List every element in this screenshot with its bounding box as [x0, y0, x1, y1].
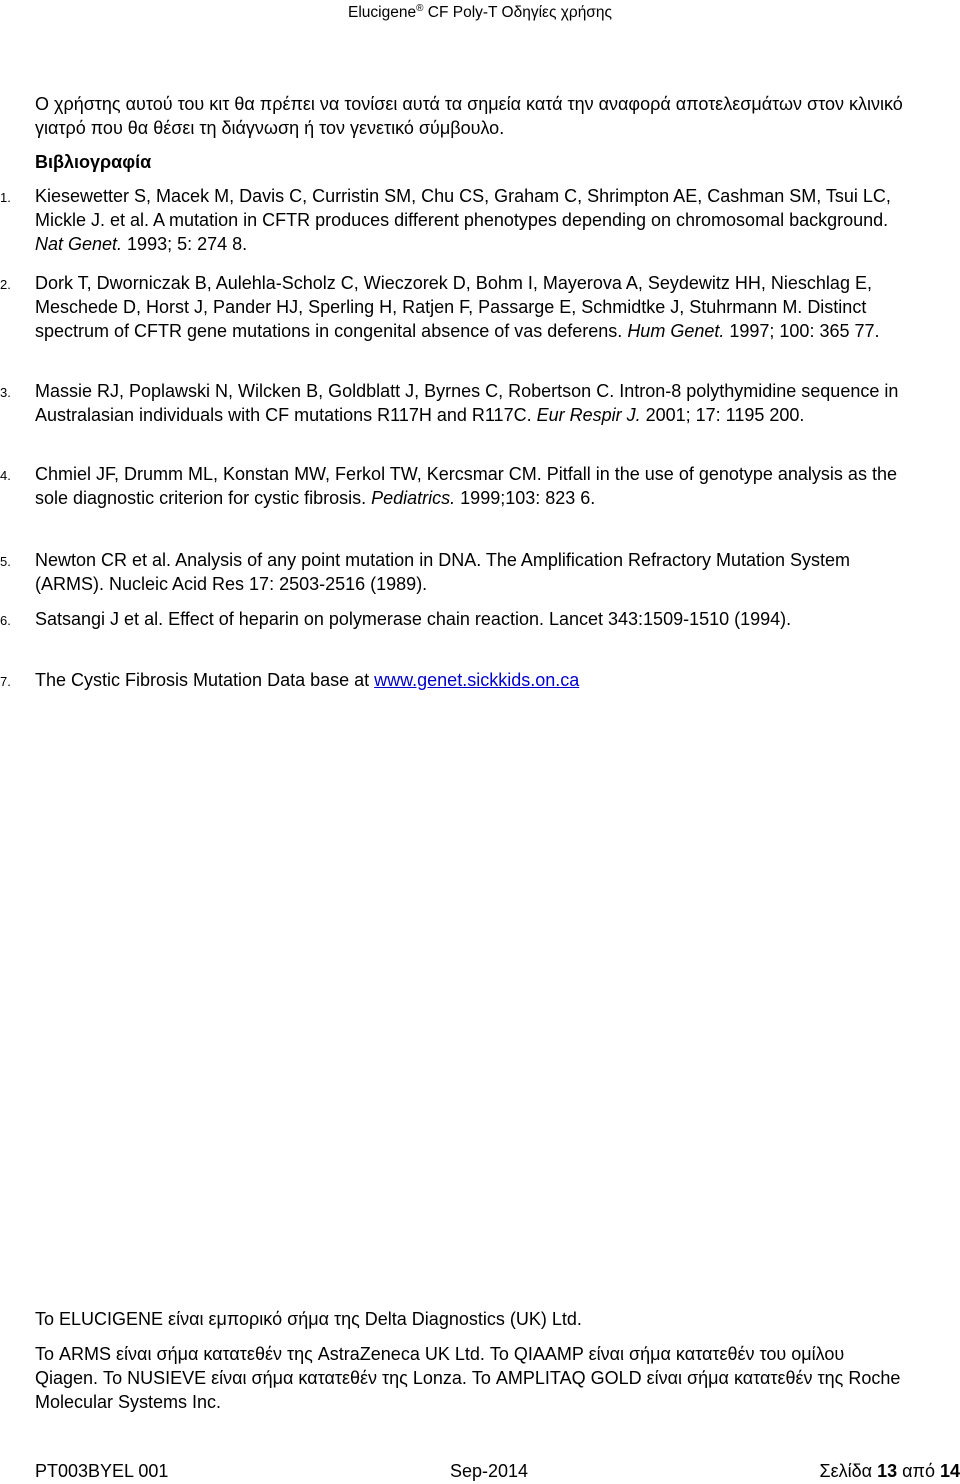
mutation-database-link[interactable]: www.genet.sickkids.on.ca — [374, 670, 580, 690]
reference-text: Satsangi J et al. Effect of heparin on polymerase chain reaction. Lancet 343:1509-1510 (1994). — [35, 609, 792, 629]
page-footer — [35, 1460, 960, 1482]
header-title: CF Poly-T Οδηγίες χρήσης — [423, 4, 612, 22]
bibliography-heading: Βιβλιογραφία — [35, 152, 152, 172]
reference-number: 6. — [0, 613, 11, 628]
trademark-notice-elucigene: Το ELUCIGENE είναι εμπορικό σήμα της Delta Diagnostics (UK) Ltd. — [35, 1309, 582, 1329]
reference-number: 4. — [0, 468, 11, 483]
journal-name: Hum Genet. — [627, 321, 725, 341]
reference-text: Dork T, Dworniczak B, Aulehla-Scholz C, Wieczorek D, Bohm I, Mayerova A, Seydewitz HH, Nieschlag E, Meschede D, Horst J, Pander HJ, Sperling H, Ratjen F, Passarge E, Schmidtke J, Stuhrmann M. Distinct spectrum of CFTR gene mutations in congenital absence of vas deferens. Hum Genet. 1997; 100: 365 77. — [35, 273, 880, 341]
trademark-notice-others: Το ARMS είναι σήμα κατατεθέν της AstraZeneca UK Ltd. Το QIAAMP είναι σήμα κατατεθέν του ομίλου Qiagen. Το NUSIEVE είναι σήμα κατατεθέν της Lonza. Το AMPLITAQ GOLD είναι σήμα κατατεθέν της Roche Molecular Systems Inc. — [35, 1344, 901, 1412]
journal-name: Nat Genet. — [35, 234, 123, 254]
header-brand: Elucigene — [348, 4, 417, 22]
current-page: 13 — [877, 1461, 898, 1481]
reference-number: 3. — [0, 385, 11, 400]
reference-text: The Cystic Fibrosis Mutation Data base at www.genet.sickkids.on.ca — [35, 670, 580, 690]
reference-text: Newton CR et al. Analysis of any point mutation in DNA. The Amplification Refractory Mutation System (ARMS). Nucleic Acid Res 17: 2503-2516 (1989). — [35, 550, 851, 594]
page-header — [0, 0, 960, 22]
registered-mark: ® — [416, 3, 424, 14]
reference-text: Massie RJ, Poplawski N, Wilcken B, Goldblatt J, Byrnes C, Robertson C. Intron-8 polythymidine sequence in Australasian individuals with CF mutations R117H and R117C. Eur Respir J. 2001; 17: 1195 200. — [35, 381, 899, 425]
journal-name: Pediatrics. — [371, 488, 456, 508]
document-code: PT003BYEL 001 — [35, 1461, 169, 1481]
reference-number: 7. — [0, 674, 11, 689]
journal-name: Eur Respir J. — [536, 405, 641, 425]
page-indicator: Σελίδα 13 από 14 — [819, 1461, 960, 1481]
revision-date: Sep-2014 — [450, 1461, 529, 1481]
intro-paragraph: Ο χρήστης αυτού του κιτ θα πρέπει να τονίσει αυτά τα σημεία κατά την αναφορά αποτελεσμάτων στον κλινικό γιατρό που θα θέσει τη διάγνωση ή τον γενετικό σύμβουλο. — [35, 94, 903, 138]
reference-number: 2. — [0, 277, 11, 292]
reference-number: 1. — [0, 190, 11, 205]
reference-number: 5. — [0, 554, 11, 569]
total-pages: 14 — [939, 1461, 960, 1481]
reference-text: Chmiel JF, Drumm ML, Konstan MW, Ferkol TW, Kercsmar CM. Pitfall in the use of genotype analysis as the sole diagnostic criterion for cystic fibrosis. Pediatrics. 1999;103: 823 6. — [35, 464, 897, 508]
reference-text: Kiesewetter S, Macek M, Davis C, Curristin SM, Chu CS, Graham C, Shrimpton AE, Cashman SM, Tsui LC, Mickle J. et al. A mutation in CFTR produces different phenotypes depending on chromosomal background. Nat Genet. 1993; 5: 274 8. — [35, 186, 891, 254]
